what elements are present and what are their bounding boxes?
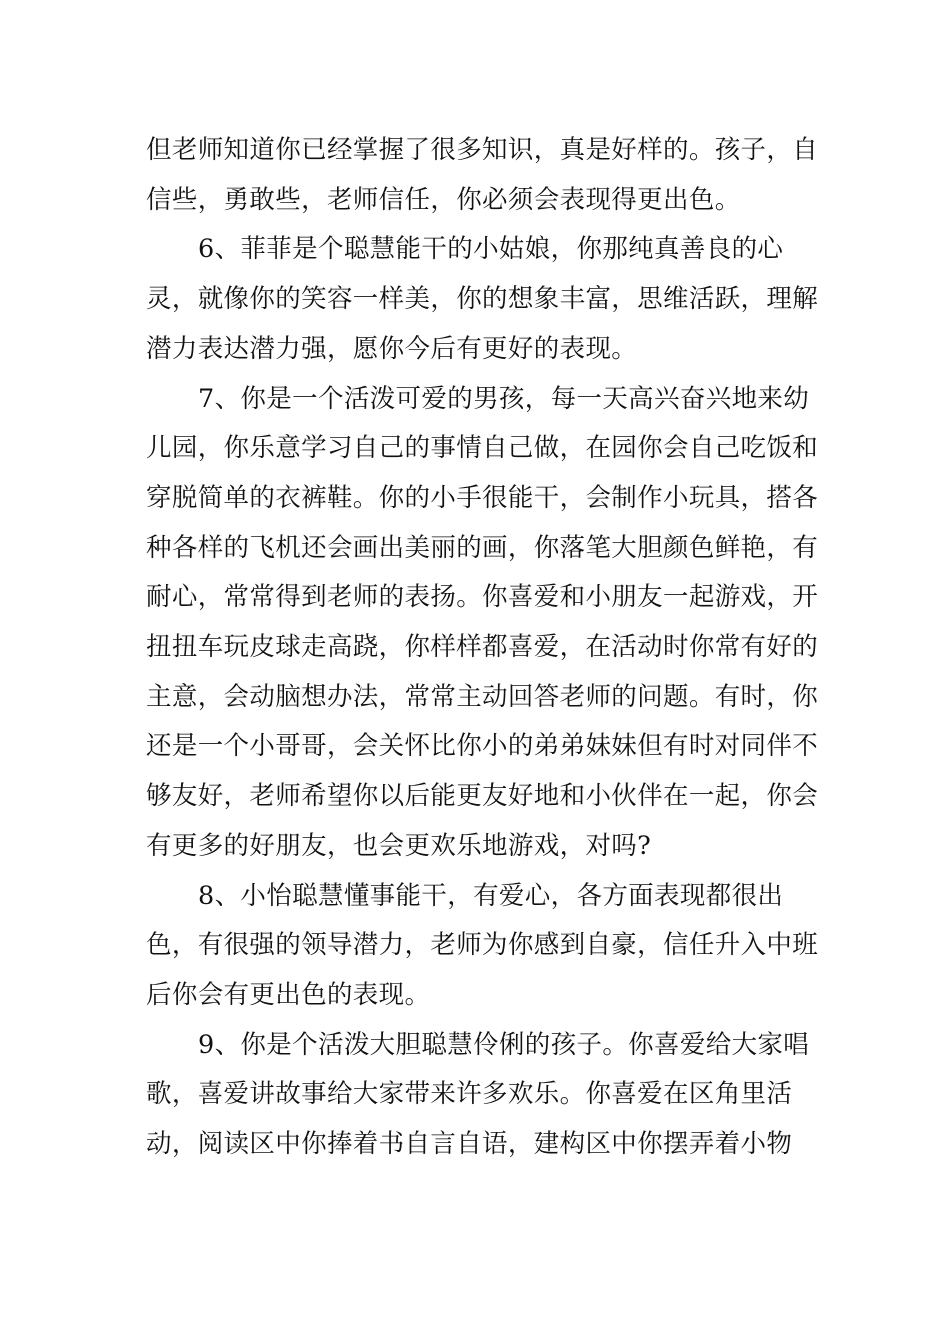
paragraph-9: 9、你是个活泼大胆聪慧伶俐的孩子。你喜爱给大家唱歌，喜爱讲故事给大家带来许多欢乐。你喜爱在区角里活动，阅读区中你捧着书自言自语，建构区中你摆弄着小物 [146,1029,810,1160]
paragraph-5-continued: 但老师知道你已经掌握了很多知识，真是好样的。孩子，自信些，勇敢些，老师信任，你必须会表现得更出色。 [146,135,819,215]
document-body [146,126,826,1170]
paragraph-6: 6、菲菲是个聪慧能干的小姑娘，你那纯真善良的心灵，就像你的笑容一样美，你的想象丰富，思维活跃，理解潜力表达潜力强，愿你今后有更好的表现。 [146,234,819,364]
paragraph-8: 8、小怡聪慧懂事能干，有爱心，各方面表现都很出色，有很强的领导潜力，老师为你感到自豪，信任升入中班后你会有更出色的表现。 [146,880,819,1010]
paragraph-7: 7、你是一个活泼可爱的男孩，每一天高兴奋兴地来幼儿园，你乐意学习自己的事情自己做，在园你会自己吃饭和穿脱简单的衣裤鞋。你的小手很能干，会制作小玩具，搭各种各样的飞机还会画出美丽的画，你落笔大胆颜色鲜艳，有耐心，常常得到老师的表扬。你喜爱和小朋友一起游戏，开扭扭车玩皮球走高跷，你样样都喜爱，在活动时你常有好的主意，会动脑想办法，常常主动回答老师的问题。有时，你还是一个小哥哥，会关怀比你小的弟弟妹妹但有时对同伴不够友好，老师希望你以后能更友好地和小伙伴在一起，你会有更多的好朋友，也会更欢乐地游戏，对吗? [146,383,819,861]
